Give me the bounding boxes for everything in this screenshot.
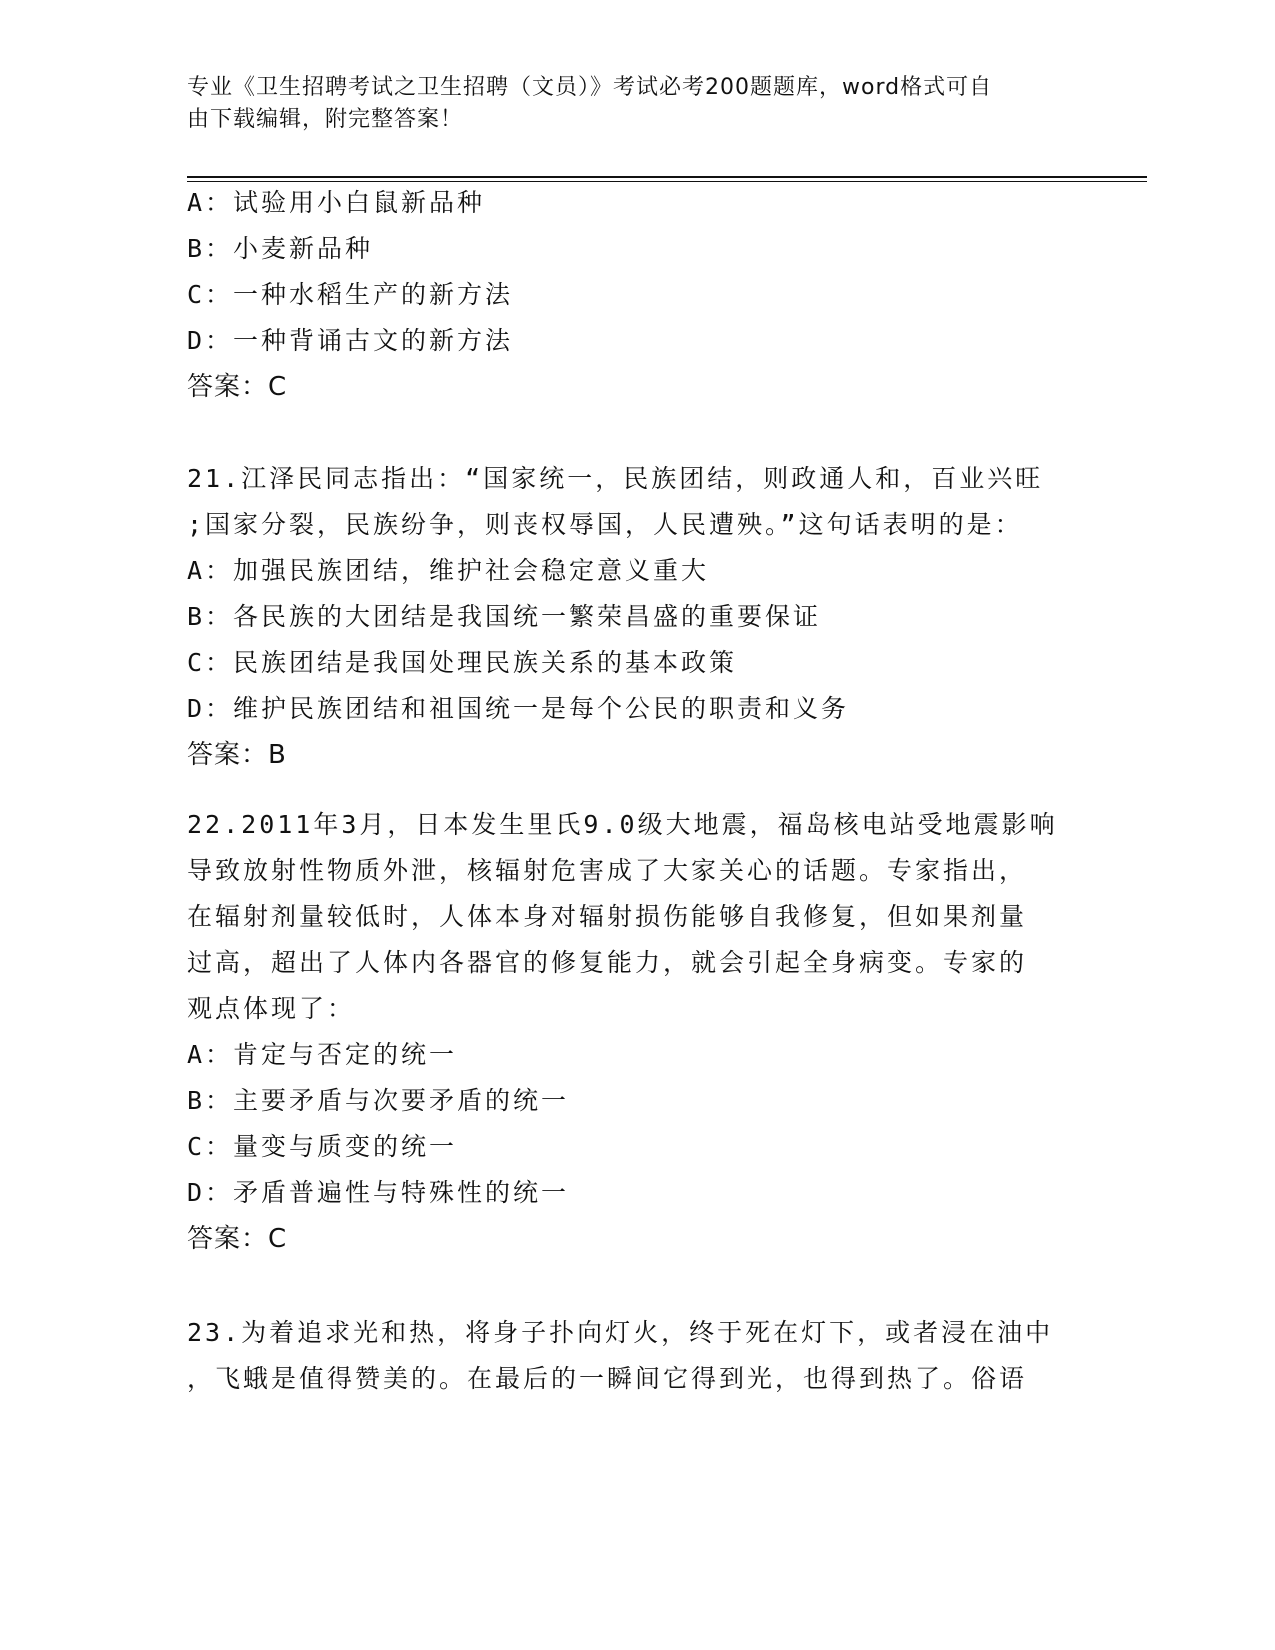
header-divider [187, 176, 1147, 178]
option-d: D：一种背诵古文的新方法 [187, 326, 514, 355]
question-stem-line: 在辐射剂量较低时，人体本身对辐射损伤能够自我修复，但如果剂量 [187, 902, 1028, 931]
option-c: C：量变与质变的统一 [187, 1132, 458, 1161]
question-stem-line: 21.江泽民同志指出：“国家统一，民族团结，则政通人和，百业兴旺 [187, 464, 1044, 493]
option-a: A：加强民族团结，维护社会稳定意义重大 [187, 556, 710, 585]
question-stem-line: 23.为着追求光和热，将身子扑向灯火，终于死在灯下，或者浸在油中 [187, 1318, 1054, 1347]
option-b: B：各民族的大团结是我国统一繁荣昌盛的重要保证 [187, 602, 822, 631]
header-line-1: 专业《卫生招聘考试之卫生招聘（文员）》考试必考200题题库，word格式可自 [187, 75, 993, 100]
option-b: B：主要矛盾与次要矛盾的统一 [187, 1086, 570, 1115]
answer: 答案：B [187, 740, 287, 770]
document-header [187, 72, 1067, 136]
option-a: A：试验用小白鼠新品种 [187, 188, 486, 217]
option-c: C：一种水稻生产的新方法 [187, 280, 514, 309]
question-20 [187, 180, 1087, 410]
question-23 [187, 1310, 1087, 1402]
option-b: B：小麦新品种 [187, 234, 374, 263]
question-stem-line: 导致放射性物质外泄，核辐射危害成了大家关心的话题。专家指出， [187, 856, 1028, 885]
question-21 [187, 456, 1087, 778]
answer: 答案：C [187, 1224, 288, 1254]
option-d: D：矛盾普遍性与特殊性的统一 [187, 1178, 570, 1207]
question-stem-line: ;国家分裂，民族纷争，则丧权辱国，人民遭殃。”这句话表明的是： [187, 510, 1023, 539]
option-a: A：肯定与否定的统一 [187, 1040, 458, 1069]
option-c: C：民族团结是我国处理民族关系的基本政策 [187, 648, 738, 677]
question-stem-line: 观点体现了： [187, 994, 356, 1023]
question-stem-line: 过高，超出了人体内各器官的修复能力，就会引起全身病变。专家的 [187, 948, 1028, 977]
question-stem-line: 22.2011年3月，日本发生里氏9.0级大地震，福岛核电站受地震影响 [187, 810, 1058, 839]
question-22 [187, 802, 1087, 1262]
header-line-2: 由下载编辑，附完整答案！ [187, 107, 464, 132]
question-stem-line: ，飞蛾是值得赞美的。在最后的一瞬间它得到光，也得到热了。俗语 [187, 1364, 1028, 1393]
answer: 答案：C [187, 372, 288, 402]
option-d: D：维护民族团结和祖国统一是每个公民的职责和义务 [187, 694, 850, 723]
